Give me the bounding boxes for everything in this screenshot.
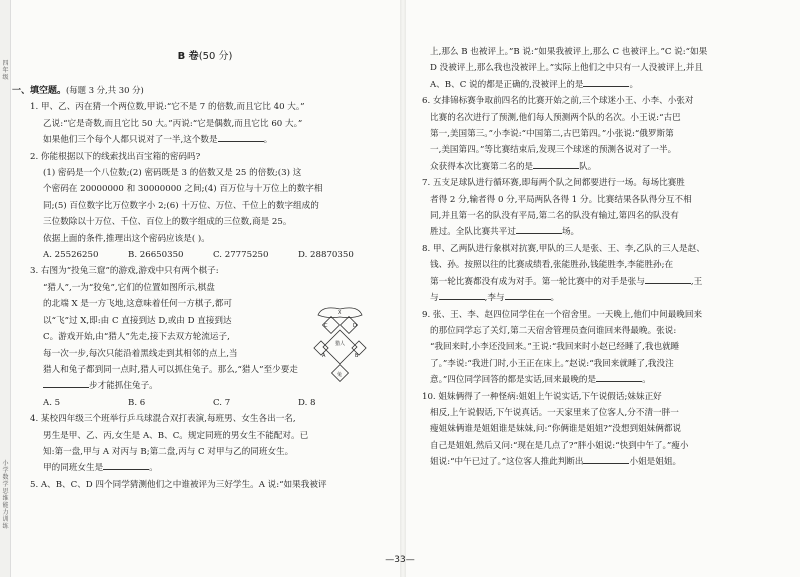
- page-fold: [400, 0, 406, 577]
- q5-line2: 上,那么 B 也被评上。”B 说:“如果我被评上,那么 C 也被评上。”C 说:“如果: [430, 47, 708, 57]
- q3-line8: 步才能抓住兔子。: [12, 378, 396, 394]
- q2-options: [12, 247, 396, 263]
- q1-line1: 1. 甲、乙、丙在猜一个两位数,甲说:“它不是 7 的倍数,而且它比 40 大。”: [30, 102, 305, 113]
- section-label: 一、填空题。: [12, 86, 67, 96]
- q4-line4: 甲的同班女生是 。: [12, 460, 396, 476]
- side-label-top: 四年级: [2, 60, 9, 81]
- q2-line4: 同;(5) 百位数字比万位数字小 2;(6) 十万位、万位、千位上的数字组成的: [43, 200, 319, 211]
- q2-line6: 依据上面的条件,推理出这个密码应该是( )。: [43, 233, 210, 244]
- answer-blank[interactable]: [218, 132, 264, 142]
- q3-option-c[interactable]: C. 7: [213, 397, 231, 408]
- game-board-figure: [300, 305, 380, 385]
- answer-blank[interactable]: [505, 290, 551, 300]
- fig-label-x: X: [338, 310, 342, 316]
- q3-line5: C。游戏开始,由“猎人”先走,接下去双方轮流运子,: [43, 332, 230, 343]
- q5-line3: D 没被评上,那么我也没被评上。”实际上他们之中只有一人没被评上,并且: [430, 63, 703, 74]
- board-square: [323, 330, 357, 364]
- q10-line4: 自己是姐姐,然后又问:“现在是几点了?”胖小姐说:“快到中午了。”瘦小: [430, 440, 689, 451]
- answer-blank[interactable]: [103, 460, 149, 470]
- q2-line3: 个密码在 20000000 和 30000000 之间;(4) 百万位与十万位上的数字相: [43, 184, 323, 195]
- q3-option-d[interactable]: D. 8: [298, 397, 316, 408]
- q1-line3: 如果他们三个每个人都只说对了一半,这个数是 。: [12, 132, 396, 148]
- answer-blank[interactable]: [533, 159, 579, 169]
- q7-line1: 7. 五支足球队进行循环赛,即每两个队之间都要进行一场。每场比赛胜: [422, 178, 685, 189]
- title-score: (50 分): [198, 51, 233, 62]
- q5-line1: 5. A、B、C、D 四个同学猜测他们之中谁被评为三好学生。A 说:“如果我被评: [30, 479, 327, 490]
- q4-line2: 男生是甲、乙、丙,女生是 A、B、C。规定同班的男女生不能配对。已: [43, 430, 309, 441]
- q3-line1: 3. 右图为“投兔三窟”的游戏,游戏中只有两个棋子:: [30, 266, 219, 277]
- answer-blank[interactable]: [516, 224, 562, 234]
- q3-line6: 每一次一步,每次只能沿着黑线走到其相邻的点上,当: [43, 348, 238, 359]
- q6-line1: 6. 女排锦标赛争取前四名的比赛开始之前,三个球迷小王、小李、小张对: [422, 96, 694, 107]
- q1-line2: 乙说:“它是奇数,而且它比 50 大。”丙说:“它是偶数,而且它比 60 大。”: [43, 118, 303, 129]
- q6-line4: 一,美国第四。”等比赛结束后,发现三个球迷的预测各说对了一半。: [430, 145, 677, 156]
- q3-option-a[interactable]: A. 5: [43, 397, 61, 408]
- q10-line5: 姐说:“中午已过了。”这位客人推此判断出 小姐是姐姐。: [422, 454, 792, 470]
- answer-blank[interactable]: [645, 274, 691, 284]
- q9-line2: 的那位同学忘了关灯,第二天宿舍管理员查问谁回来得最晚。张说:: [430, 325, 677, 336]
- q3-line7: 猎人和兔子都到同一点时,猎人可以抓住兔子。那么,“猎人”至少要走: [43, 364, 298, 375]
- q3-options: [12, 395, 396, 411]
- q2-option-d[interactable]: D. 28870350: [298, 250, 354, 261]
- q10-line1: 10. 姐妹俩得了一种怪病:姐姐上午说实话,下午说假话;妹妹正好: [422, 391, 662, 402]
- q2-line1: 2. 你能根据以下的线索找出百宝箱的密码吗?: [30, 151, 201, 162]
- q8-line2: 钱、孙。按照以往的比赛成绩看,张能胜孙,钱能胜李,李能胜孙;在: [430, 260, 674, 271]
- side-label-bottom: 小学数学思维能力训练: [2, 460, 9, 530]
- q3-line3: 的北端 X 是一方飞地,这意味着任何一方棋子,都可: [43, 299, 232, 310]
- answer-blank[interactable]: [43, 378, 89, 388]
- answer-blank[interactable]: [583, 454, 629, 464]
- fig-label-hunter: 猎人: [335, 341, 346, 347]
- answer-blank[interactable]: [583, 77, 629, 87]
- q5-line4: A、B、C 说的都是正确的,没被评上的是 。: [422, 77, 792, 93]
- q2-line5: 三位数除以十万位、千位、百位上的数字组成的三位数,商是 25。: [43, 217, 292, 228]
- fig-label-rabbit: 兔: [337, 372, 343, 378]
- q9-line3: “我回来时,小李还没回来。”王说:“我回来时小赵已经睡了,我也就睡: [430, 342, 680, 353]
- q4-line1: 4. 某校四年级三个班举行乒乓球混合双打表演,每班男、女生各出一名,: [30, 414, 296, 425]
- q8-line1: 8. 甲、乙两队进行象棋对抗赛,甲队的三人是张、王、李,乙队的三人是赵、: [422, 243, 705, 254]
- fig-label-c: C: [324, 323, 328, 329]
- q2-option-c[interactable]: C. 27775250: [213, 250, 269, 261]
- q6-line2: 比赛的名次进行了预测,他们每人预测两个队的名次。小王说:“古巴: [430, 112, 681, 123]
- q2-option-a[interactable]: A. 25526250: [43, 250, 99, 261]
- right-column: [422, 44, 792, 471]
- q9-line5: 意。”四位同学回答的都是实话,回来最晚的是 。: [422, 372, 792, 388]
- q9-line1: 9. 张、王、李、赵四位同学住在一个宿舍里。一天晚上,他们中间最晚回来: [422, 309, 703, 320]
- fig-label-d: D: [353, 323, 357, 329]
- section-heading: [12, 82, 396, 99]
- answer-blank[interactable]: [439, 290, 485, 300]
- q2-option-b[interactable]: B. 26650350: [128, 250, 184, 261]
- board-square: [314, 341, 328, 355]
- q3-line4: 以“飞”过 X,即:由 C 直接到达 D,或由 D 直接到达: [43, 315, 232, 326]
- section-title: [150, 47, 260, 62]
- answer-blank[interactable]: [596, 372, 642, 382]
- q8-line4: 与 ,李与 。: [422, 290, 792, 306]
- q7-line2: 者得 2 分,输者得 0 分,平局两队各得 1 分。比赛结果各队得分互不相: [430, 194, 692, 205]
- q3-line2: “猎人”,一为“狡兔”,它们的位置如图所示,棋盘: [43, 282, 215, 293]
- page-number: —33—: [385, 555, 415, 565]
- q6-line3: 第一,美国第三。”小李说:“中国第二,古巴第四。”小张说:“俄罗斯第: [430, 129, 674, 140]
- q7-line4: 胜过。全队比赛共平过 场。: [422, 224, 792, 240]
- title-text: B 卷: [177, 51, 199, 62]
- section-note: (每题 3 分,共 30 分): [66, 85, 144, 95]
- q8-line3: 第一轮比赛都没有成为对手。第一轮比赛中的对手是张与 ,王: [422, 274, 792, 290]
- side-strip: [0, 0, 11, 577]
- q10-line2: 相反,上午说假话,下午说真话。一天家里来了位客人,分不清一胖一: [430, 407, 679, 418]
- q9-line4: 了。”李说:“我进门时,小王正在床上。”赵说:“我回来就睡了,我没注: [430, 358, 674, 369]
- left-column: [12, 82, 396, 493]
- q7-line3: 同,并且第一名的队没有平局,第二名的队没有输过,第四名的队没有: [430, 211, 679, 222]
- q6-line5: 众获得本次比赛第二名的是 队。: [422, 159, 792, 175]
- q2-line2: (1) 密码是一个八位数;(2) 密码既是 3 的倍数又是 25 的倍数;(3) 这: [43, 168, 302, 179]
- fig-label-b: B: [355, 353, 359, 359]
- q4-line3: 知:第一盘,甲与 A 对丙与 B;第二盘,丙与 C 对甲与乙的同班女生。: [43, 446, 294, 457]
- q3-option-b[interactable]: B. 6: [128, 397, 146, 408]
- q10-line3: 瘦姐妹俩谁是姐姐谁是妹妹,问:“你俩谁是姐姐?”没想到姐妹俩都说: [430, 424, 682, 435]
- fig-label-a: A: [322, 353, 326, 359]
